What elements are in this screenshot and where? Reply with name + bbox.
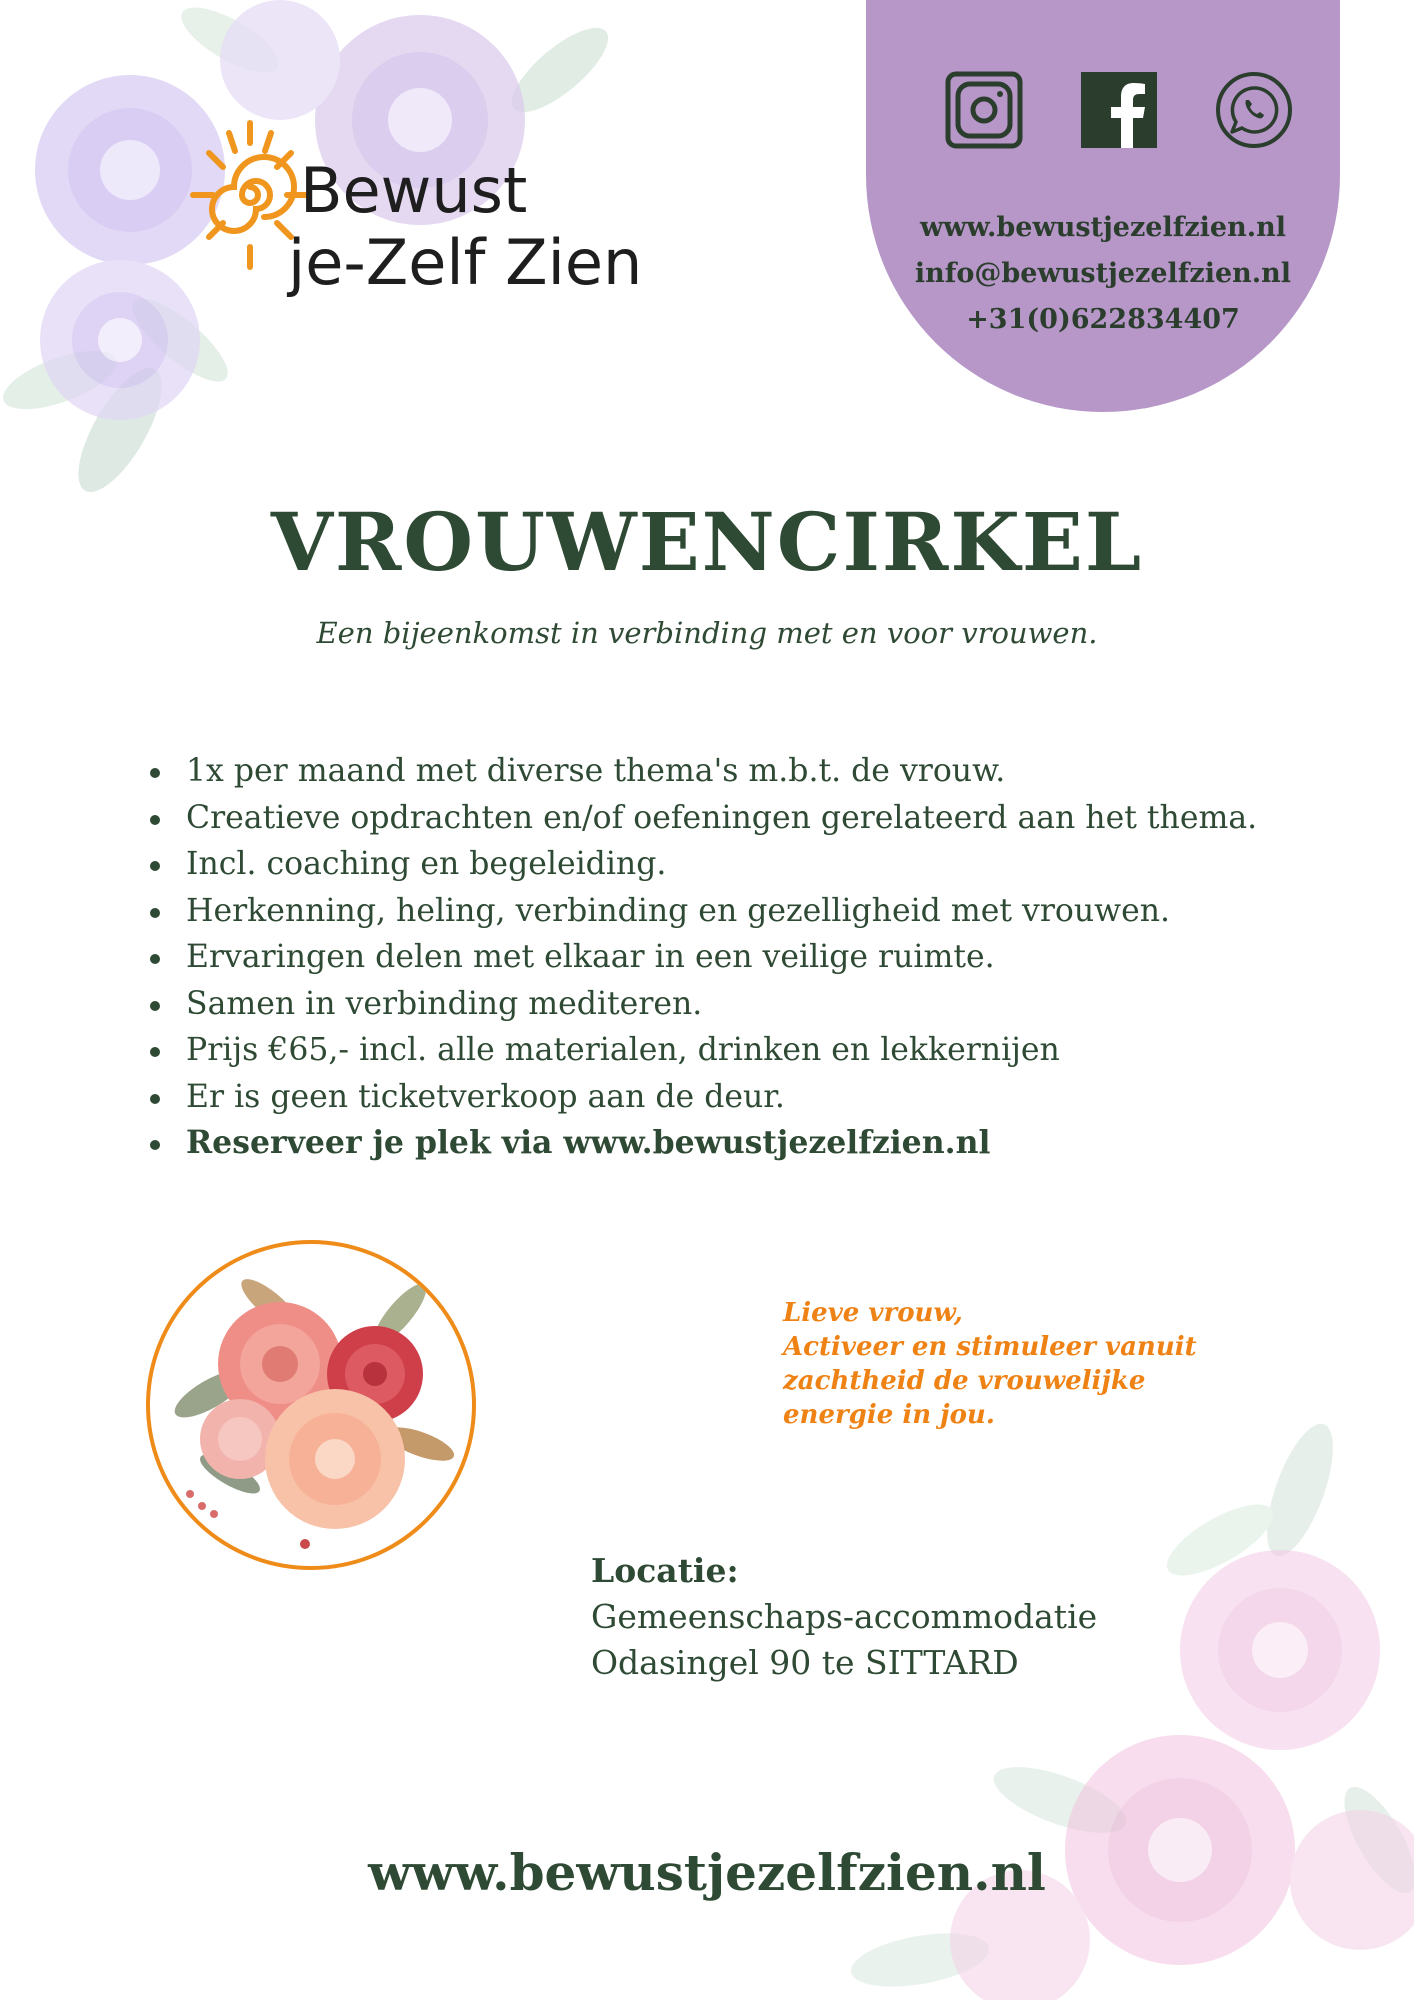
location-line-2: Odasingel 90 te SITTARD bbox=[591, 1643, 1019, 1682]
list-item: 1x per maand met diverse thema's m.b.t. de vrouw. bbox=[150, 748, 1390, 795]
location-label: Locatie: bbox=[591, 1551, 739, 1590]
contact-panel bbox=[866, 0, 1340, 412]
location-line-1: Gemeenschaps-accommodatie bbox=[591, 1597, 1098, 1636]
instagram-icon[interactable] bbox=[944, 70, 1024, 150]
social-icons bbox=[944, 70, 1314, 160]
quote-line: Activeer en stimuleer vanuit bbox=[783, 1332, 1197, 1362]
logo-line-1: Bewust bbox=[300, 154, 528, 227]
logo-text bbox=[288, 154, 643, 299]
quote-line: zachtheid de vrouwelijke bbox=[783, 1366, 1146, 1396]
list-item: Creatieve opdrachten en/of oefeningen gerelateerd aan het thema. bbox=[150, 795, 1390, 842]
footer-website-link[interactable]: www.bewustjezelfzien.nl bbox=[368, 1843, 1046, 1902]
whatsapp-icon[interactable] bbox=[1214, 70, 1294, 150]
list-item: Herkenning, heling, verbinding en gezelligheid met vrouwen. bbox=[150, 888, 1390, 935]
facebook-icon[interactable] bbox=[1079, 70, 1159, 150]
contact-email[interactable]: info@bewustjezelfzien.nl bbox=[914, 258, 1292, 289]
quote-line: Lieve vrouw, bbox=[783, 1298, 963, 1328]
contact-website[interactable]: www.bewustjezelfzien.nl bbox=[919, 212, 1287, 243]
page-title: VROUWENCIRKEL bbox=[270, 495, 1144, 589]
location-block bbox=[591, 1548, 1097, 1686]
page-subtitle: Een bijeenkomst in verbinding met en voor vrouwen. bbox=[316, 616, 1098, 650]
contact-lines bbox=[866, 205, 1340, 343]
quote-text bbox=[783, 1296, 1197, 1432]
list-item: Prijs €65,- incl. alle materialen, drinken en lekkernijen bbox=[150, 1027, 1390, 1074]
list-item: Er is geen ticketverkoop aan de deur. bbox=[150, 1074, 1390, 1121]
roses-illustration bbox=[150, 1244, 472, 1566]
quote-line: energie in jou. bbox=[783, 1400, 995, 1430]
roses-image bbox=[146, 1240, 476, 1570]
list-item: Incl. coaching en begeleiding. bbox=[150, 841, 1390, 888]
feature-list bbox=[150, 748, 1390, 1167]
floral-decoration-bottom-right bbox=[760, 1420, 1414, 2000]
contact-phone[interactable]: +31(0)622834407 bbox=[966, 304, 1240, 335]
list-item: Ervaringen delen met elkaar in een veilige ruimte. bbox=[150, 934, 1390, 981]
reservation-item[interactable]: Reserveer je plek via www.bewustjezelfzien.nl bbox=[150, 1120, 1390, 1167]
list-item: Samen in verbinding mediteren. bbox=[150, 981, 1390, 1028]
logo bbox=[185, 115, 645, 325]
logo-line-2: je-Zelf Zien bbox=[288, 226, 643, 299]
